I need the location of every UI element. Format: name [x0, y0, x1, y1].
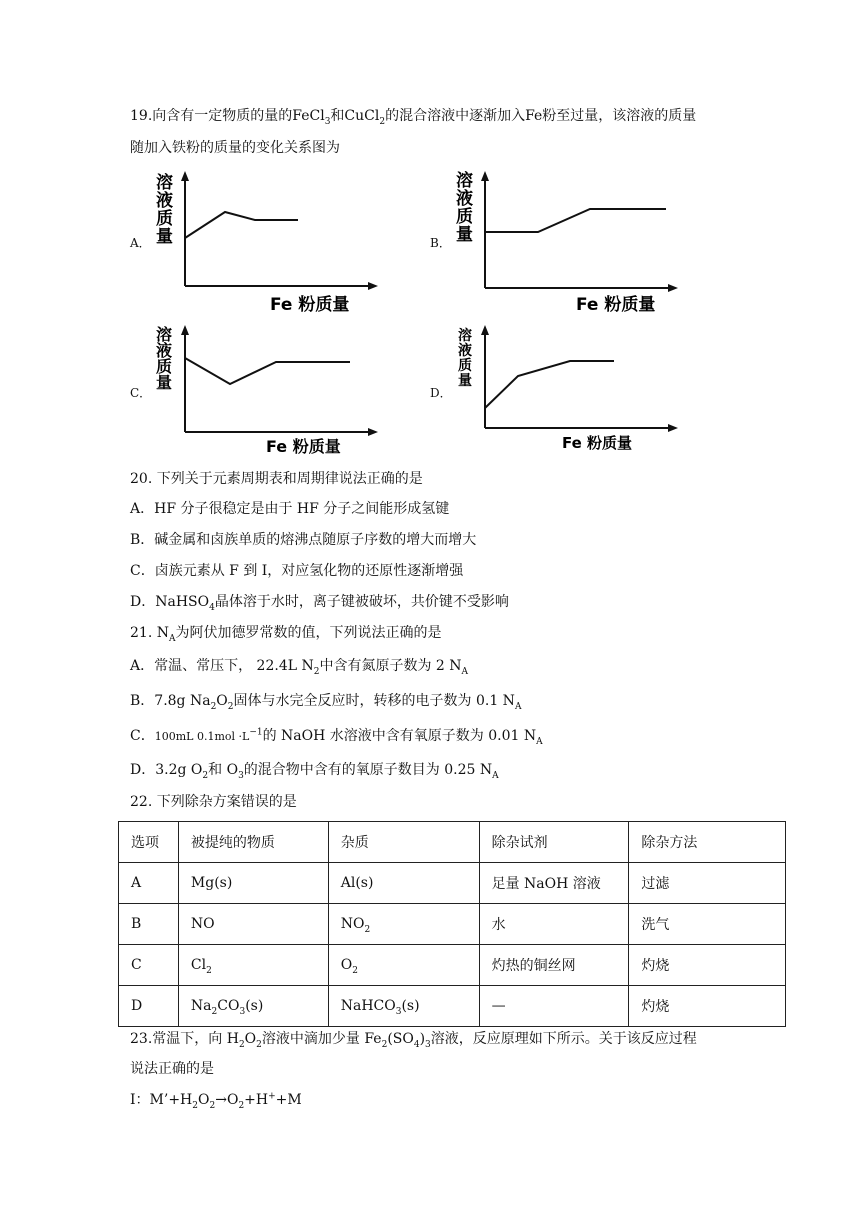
table-cell: C: [119, 945, 179, 986]
table-cell: D: [119, 986, 179, 1027]
q22-stem: 22. 下列除杂方案错误的是: [130, 794, 297, 810]
table-cell: 洗气: [629, 904, 786, 945]
y-label: [456, 170, 473, 245]
table-cell: B: [119, 904, 179, 945]
option-b-label: B．: [430, 236, 451, 250]
table-row: [119, 904, 786, 945]
svg-text:溶: 溶: [456, 171, 473, 191]
svg-text:液: 液: [458, 343, 472, 359]
y-label: [458, 327, 472, 389]
q22-table: [118, 821, 786, 1027]
q19-line1: 19.向含有一定物质的量的FeCl$_3$和CuCl$_2$的混合溶液中逐渐加入Fe粉至过量，该溶液的质量: [130, 108, 697, 127]
svg-text:液: 液: [456, 189, 473, 209]
y-label: [156, 172, 173, 247]
curve: [485, 361, 614, 408]
table-cell: $Na_2CO_3(s)$: [178, 986, 328, 1027]
table-cell: NO: [178, 904, 328, 945]
table-header-row: [119, 822, 786, 863]
table-row: [119, 945, 786, 986]
x-label: Fe 粉质量: [562, 434, 633, 452]
q20-option-a: A．HF 分子很稳定是由于 HF 分子之间能形成氢键: [130, 501, 450, 517]
table-cell: $NO_2$: [328, 904, 479, 945]
graph-a: [150, 168, 380, 318]
table-row: [119, 986, 786, 1027]
option-d-label: D．: [430, 386, 452, 400]
svg-text:溶: 溶: [458, 328, 472, 344]
x-axis-arrow-icon: [668, 424, 678, 432]
x-label: Fe 粉质量: [270, 295, 350, 315]
q21-option-b: B．7.8g $Na_2O_2$固体与水完全反应时，转移的电子数为 0.1 $N_A$: [130, 693, 522, 712]
svg-text:质: 质: [156, 357, 173, 376]
svg-text:量: 量: [458, 373, 472, 389]
q23-line2: 说法正确的是: [130, 1061, 214, 1077]
table-cell: $Cl_2$: [178, 945, 328, 986]
option-c-label: C．: [130, 386, 152, 400]
table-row: [119, 863, 786, 904]
y-label: [156, 325, 172, 392]
table-cell: —: [479, 986, 629, 1027]
table-cell: 灼烧: [629, 986, 786, 1027]
q20-option-c: C．卤族元素从 F 到 I，对应氢化物的还原性逐渐增强: [130, 563, 464, 579]
q21-option-c: C．100mL $0.1mol \cdot L^{-1}$的 NaOH 水溶液中含有氧原子数为 0.01 $N_A$: [130, 727, 543, 747]
curve: [185, 358, 350, 384]
x-label: Fe 粉质量: [576, 295, 656, 315]
table-header: 除杂方法: [629, 822, 786, 863]
q20-option-d: D．NaHSO$_4$晶体溶于水时，离子键被破坏，共价键不受影响: [130, 594, 509, 613]
y-axis-arrow-icon: [481, 171, 489, 181]
q21-stem: 21. $N_A$为阿伏加德罗常数的值，下列说法正确的是: [130, 625, 442, 644]
svg-text:量: 量: [456, 225, 473, 245]
svg-text:液: 液: [156, 191, 173, 211]
curve: [185, 212, 298, 238]
table-cell: 足量 NaOH 溶液: [479, 863, 629, 904]
q19-line2: 随加入铁粉的质量的变化关系图为: [130, 140, 340, 156]
curve: [485, 209, 666, 232]
q21-option-a: A．常温、常压下， 22.4L $N_2$中含有氮原子数为 2 $N_A$: [130, 658, 469, 677]
graph-d: [450, 322, 680, 460]
table-cell: Mg(s): [178, 863, 328, 904]
svg-text:溶: 溶: [156, 325, 173, 344]
table-cell: 水: [479, 904, 629, 945]
q20-stem: 20. 下列关于元素周期表和周期律说法正确的是: [130, 471, 423, 487]
table-cell: NaHCO$_3$(s): [328, 986, 479, 1027]
q21-option-d: D．3.2g $O_2$和 $O_3$的混合物中含有的氧原子数目为 0.25 $N_A$: [130, 762, 499, 781]
svg-text:质: 质: [156, 209, 173, 229]
svg-text:量: 量: [156, 373, 173, 392]
table-header: 被提纯的物质: [178, 822, 328, 863]
x-axis-arrow-icon: [668, 284, 678, 292]
table-header: 杂质: [328, 822, 479, 863]
svg-text:质: 质: [456, 207, 473, 227]
table-header: 选项: [119, 822, 179, 863]
x-axis-arrow-icon: [368, 282, 378, 290]
table-cell: 过滤: [629, 863, 786, 904]
q20-option-b: B．碱金属和卤族单质的熔沸点随原子序数的增大而增大: [130, 532, 477, 548]
svg-text:量: 量: [156, 227, 173, 247]
table-cell: 灼热的铜丝网: [479, 945, 629, 986]
q23-line1: 23.常温下，向 $H_2O_2$溶液中滴加少量 $Fe_2(SO_4)_3$溶液，反应原理如下所示。关于该反应过程: [130, 1031, 697, 1050]
table-header: 除杂试剂: [479, 822, 629, 863]
table-cell: $O_2$: [328, 945, 479, 986]
x-axis-arrow-icon: [368, 428, 378, 436]
x-label: Fe 粉质量: [266, 437, 341, 456]
svg-text:溶: 溶: [156, 173, 173, 193]
table-cell: Al(s): [328, 863, 479, 904]
svg-text:质: 质: [458, 358, 472, 374]
y-axis-arrow-icon: [181, 325, 189, 335]
table-cell: 灼烧: [629, 945, 786, 986]
graph-b: [450, 168, 680, 318]
y-axis-arrow-icon: [181, 171, 189, 181]
q23-equation: I：$M’+H_2O_2\to O_2+H^++M$: [130, 1091, 302, 1111]
table-cell: A: [119, 863, 179, 904]
graph-c: [150, 322, 380, 460]
y-axis-arrow-icon: [481, 325, 489, 335]
svg-text:液: 液: [156, 341, 173, 360]
option-a-label: A．: [130, 236, 151, 250]
